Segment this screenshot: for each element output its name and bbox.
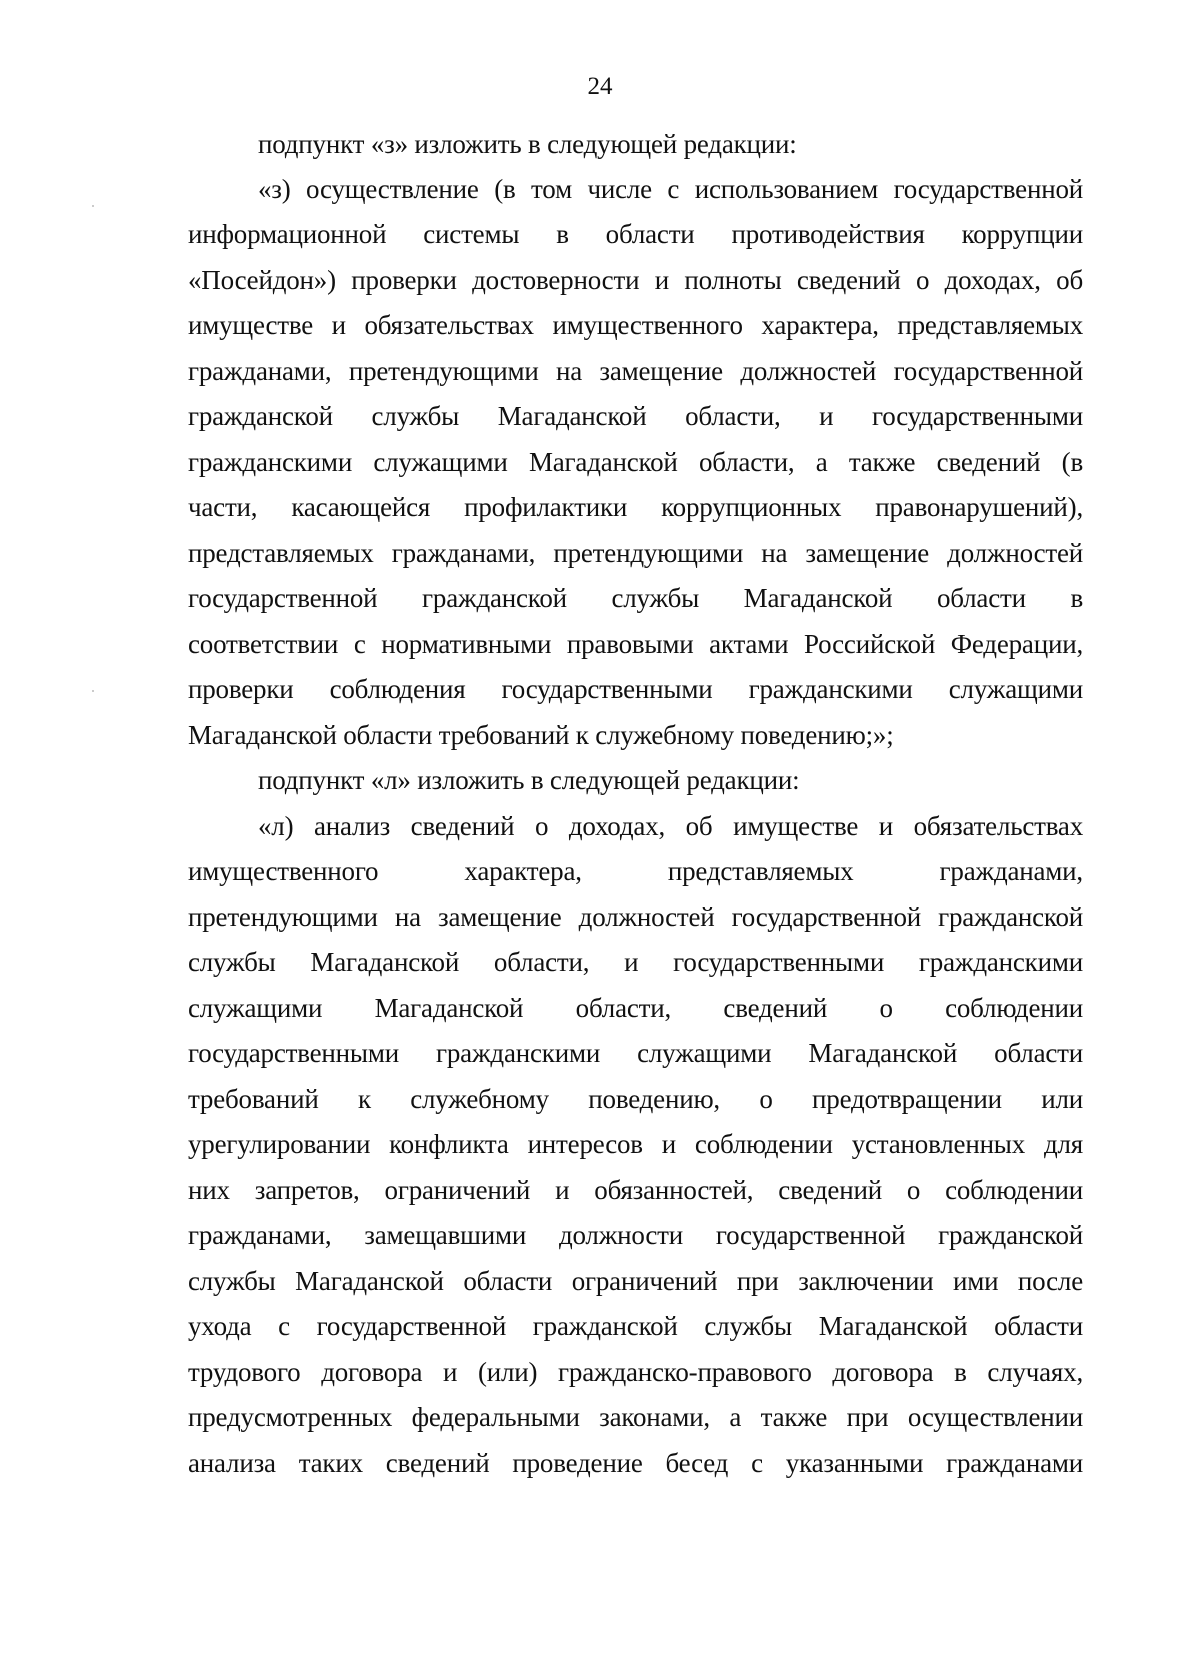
paragraph-line: предусмотренных федеральными законами, а также при осуществлении [188, 1402, 1083, 1432]
paragraph-line: представляемых гражданами, претендующими на замещение должностей [188, 538, 1083, 568]
paragraph-line: имуществе и обязательствах имущественного характера, представляемых [188, 310, 1083, 340]
paragraph-line: урегулировании конфликта интересов и соблюдении установленных для [188, 1129, 1083, 1159]
paragraph-line: проверки соблюдения государственными гражданскими служащими [188, 674, 1083, 704]
paragraph-line: «л) анализ сведений о доходах, об имуществе и обязательствах [258, 811, 1083, 841]
paragraph-line: ухода с государственной гражданской службы Магаданской области [188, 1311, 1083, 1341]
paragraph-line: «з) осуществление (в том числе с использованием государственной [258, 174, 1083, 204]
paragraph-line: службы Магаданской области ограничений при заключении ими после [188, 1266, 1083, 1296]
paragraph-line: них запретов, ограничений и обязанностей, сведений о соблюдении [188, 1175, 1083, 1205]
paragraph-line: гражданскими служащими Магаданской области, а также сведений (в [188, 447, 1083, 477]
paragraph-line: соответствии с нормативными правовыми актами Российской Федерации, [188, 629, 1083, 659]
paragraph-line: части, касающейся профилактики коррупционных правонарушений), [188, 492, 1083, 522]
scan-artifact [92, 690, 94, 692]
paragraph-line: имущественного характера, представляемых гражданами, [188, 856, 1083, 886]
paragraph-line: информационной системы в области противодействия коррупции [188, 219, 1083, 249]
scan-artifact [92, 205, 94, 207]
paragraph-line: трудового договора и (или) гражданско-правового договора в случаях, [188, 1357, 1083, 1387]
paragraph-line: подпункт «з» изложить в следующей редакции: [258, 129, 797, 159]
paragraph-line: государственной гражданской службы Магаданской области в [188, 583, 1083, 613]
paragraph-line: службы Магаданской области, и государственными гражданскими [188, 947, 1083, 977]
paragraph-line: Магаданской области требований к служебному поведению;»; [188, 720, 894, 750]
paragraph-line: подпункт «л» изложить в следующей редакции: [258, 765, 800, 795]
paragraph-line: государственными гражданскими служащими Магаданской области [188, 1038, 1083, 1068]
paragraph-line: гражданской службы Магаданской области, и государственными [188, 401, 1083, 431]
paragraph-line: гражданами, претендующими на замещение должностей государственной [188, 356, 1083, 386]
paragraph-line: претендующими на замещение должностей государственной гражданской [188, 902, 1083, 932]
paragraph-line: гражданами, замещавшими должности государственной гражданской [188, 1220, 1083, 1250]
paragraph-line: требований к служебному поведению, о предотвращении или [188, 1084, 1083, 1114]
paragraph-line: анализа таких сведений проведение бесед с указанными гражданами [188, 1448, 1083, 1478]
page-number: 24 [587, 73, 613, 100]
paragraph-line: «Посейдон») проверки достоверности и полноты сведений о доходах, об [188, 265, 1083, 295]
paragraph-line: служащими Магаданской области, сведений о соблюдении [188, 993, 1083, 1023]
